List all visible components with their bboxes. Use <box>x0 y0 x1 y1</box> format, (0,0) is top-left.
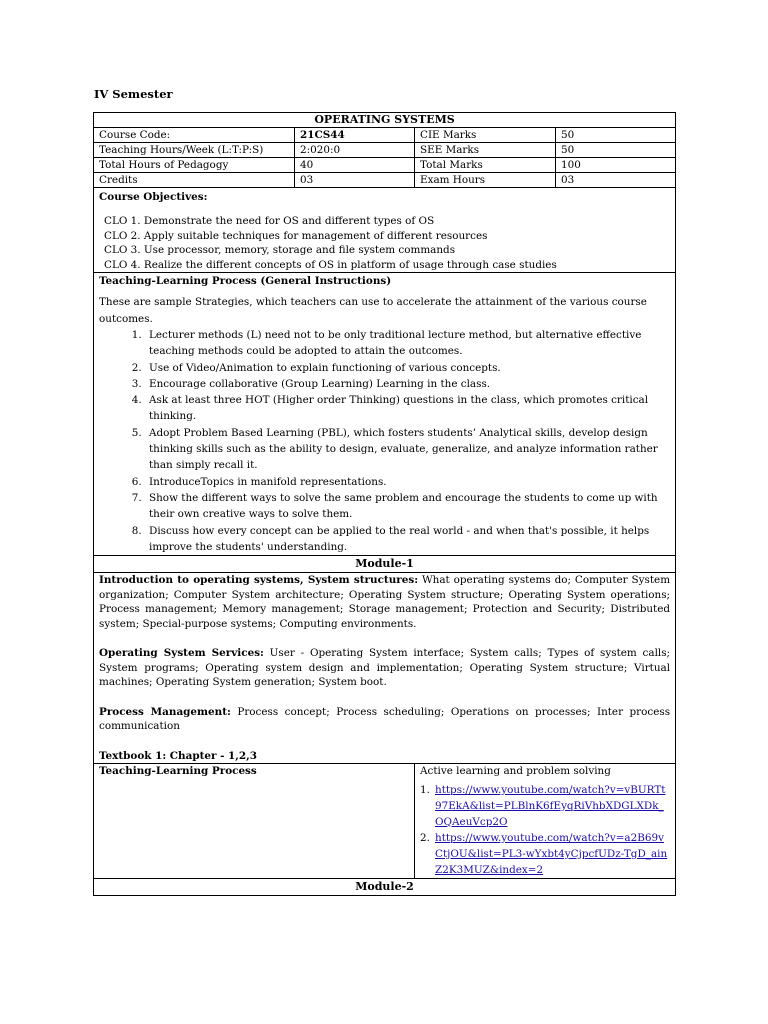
list-item: 4. Ask at least three HOT (Higher order Thinking) questions in the class, which promotes critical thinking. <box>145 392 670 425</box>
objectives-heading: Course Objectives: <box>99 191 208 203</box>
list-item: 7. Show the different ways to solve the same problem and encourage the students to come up with their own creative ways to solve them. <box>145 490 670 523</box>
module-1-intro-paragraph: Introduction to operating systems, System structures: What operating systems do; Computer System organization; Computer System architecture; Operating System structure; Operating System operations; Process management; Memory management; Storage management; Protection and Security; Distributed system; Special-purpose systems; Computing environments. <box>99 574 671 630</box>
info-value: 2:020:0 <box>295 143 415 158</box>
info-value: 50 <box>556 143 676 158</box>
module-1-tlp-row <box>94 764 676 879</box>
info-value: 100 <box>556 158 676 173</box>
video-link[interactable]: https://www.youtube.com/watch?v=vBURTt97EkA&list=PLBlnK6fEyqRiVhbXDGLXDk_OQAeuVcp2O <box>435 783 666 828</box>
info-label: Credits <box>94 173 295 188</box>
info-label: Course Code: <box>94 128 295 143</box>
list-item: CLO 1. Demonstrate the need for OS and different types of OS <box>104 215 435 227</box>
course-info-row <box>94 128 676 143</box>
video-link[interactable]: https://www.youtube.com/watch?v=a2B69vCtjOU&list=PL3-wYxbt4yCjpcfUDz-TgD_ainZ2K3MUZ&index=2 <box>435 831 668 876</box>
module-1-body-row <box>94 573 676 764</box>
info-label: CIE Marks <box>415 128 556 143</box>
teaching-heading: Teaching-Learning Process (General Instructions) <box>99 275 392 287</box>
list-item: 5. Adopt Problem Based Learning (PBL), which fosters students’ Analytical skills, develop design thinking skills such as the ability to design, evaluate, generalize, and analyze information rather than simply recall it. <box>145 425 670 474</box>
info-value: 40 <box>295 158 415 173</box>
list-item: CLO 3. Use processor, memory, storage and file system commands <box>104 244 456 256</box>
module-2-heading: Module-2 <box>94 878 676 895</box>
list-item: CLO 2. Apply suitable techniques for management of different resources <box>104 229 488 242</box>
course-info-row <box>94 158 676 173</box>
strategies-list <box>99 327 670 555</box>
list-item: CLO 4. Realize the different concepts of OS in platform of usage through case studies <box>104 258 557 271</box>
module-1-textbook: Textbook 1: Chapter - 1,2,3 <box>99 749 257 762</box>
info-value: 21CS44 <box>295 128 415 143</box>
list-item: 2. Use of Video/Animation to explain functioning of various concepts. <box>145 360 670 376</box>
objectives-row <box>94 188 676 273</box>
teaching-row <box>94 273 676 556</box>
module-1-process-paragraph: Process Management: Process concept; Process scheduling; Operations on processes; Inter process communication <box>99 705 671 733</box>
tlp-intro: Active learning and problem solving <box>420 765 611 778</box>
info-label: Total Marks <box>415 158 556 173</box>
list-item: 6. IntroduceTopics in manifold representations. <box>145 474 670 490</box>
course-title-row <box>94 113 676 128</box>
tlp-label: Teaching-Learning Process <box>94 764 415 879</box>
module-1-heading: Module-1 <box>94 556 676 573</box>
semester-label: IV Semester <box>94 87 173 101</box>
objectives-list <box>99 214 670 272</box>
info-value: 50 <box>556 128 676 143</box>
info-value: 03 <box>556 173 676 188</box>
list-item: 3. Encourage collaborative (Group Learning) Learning in the class. <box>145 376 670 392</box>
list-item: 2. https://www.youtube.com/watch?v=a2B69vCtjOU&list=PL3-wYxbt4yCjpcfUDz-TgD_ainZ2K3MUZ&index=2 <box>420 830 670 878</box>
info-label: Total Hours of Pedagogy <box>94 158 295 173</box>
info-label: Teaching Hours/Week (L:T:P:S) <box>94 143 295 158</box>
info-value: 03 <box>295 173 415 188</box>
teaching-intro: These are sample Strategies, which teachers can use to accelerate the attainment of the various course outcomes. <box>99 296 647 325</box>
module-1-header-row <box>94 556 676 573</box>
list-item: 8. Discuss how every concept can be applied to the real world - and when that's possible, it helps improve the students' understanding. <box>145 523 670 556</box>
list-item: 1. Lecturer methods (L) need not to be only traditional lecture method, but alternative effective teaching methods could be adopted to attain the outcomes. <box>145 327 670 360</box>
syllabus-table <box>93 112 676 896</box>
course-info-row <box>94 173 676 188</box>
module-1-services-paragraph: Operating System Services: User - Operating System interface; System calls; Types of system calls; System programs; Operating system design and implementation; Operating System structure; Virtual machines; Operating System generation; System boot. <box>99 647 671 689</box>
info-label: SEE Marks <box>415 143 556 158</box>
course-info-row <box>94 143 676 158</box>
video-links <box>420 782 670 878</box>
module-2-header-row <box>94 878 676 895</box>
list-item: 1. https://www.youtube.com/watch?v=vBURTt97EkA&list=PLBlnK6fEyqRiVhbXDGLXDk_OQAeuVcp2O <box>420 782 670 830</box>
info-label: Exam Hours <box>415 173 556 188</box>
course-title: OPERATING SYSTEMS <box>94 113 676 128</box>
